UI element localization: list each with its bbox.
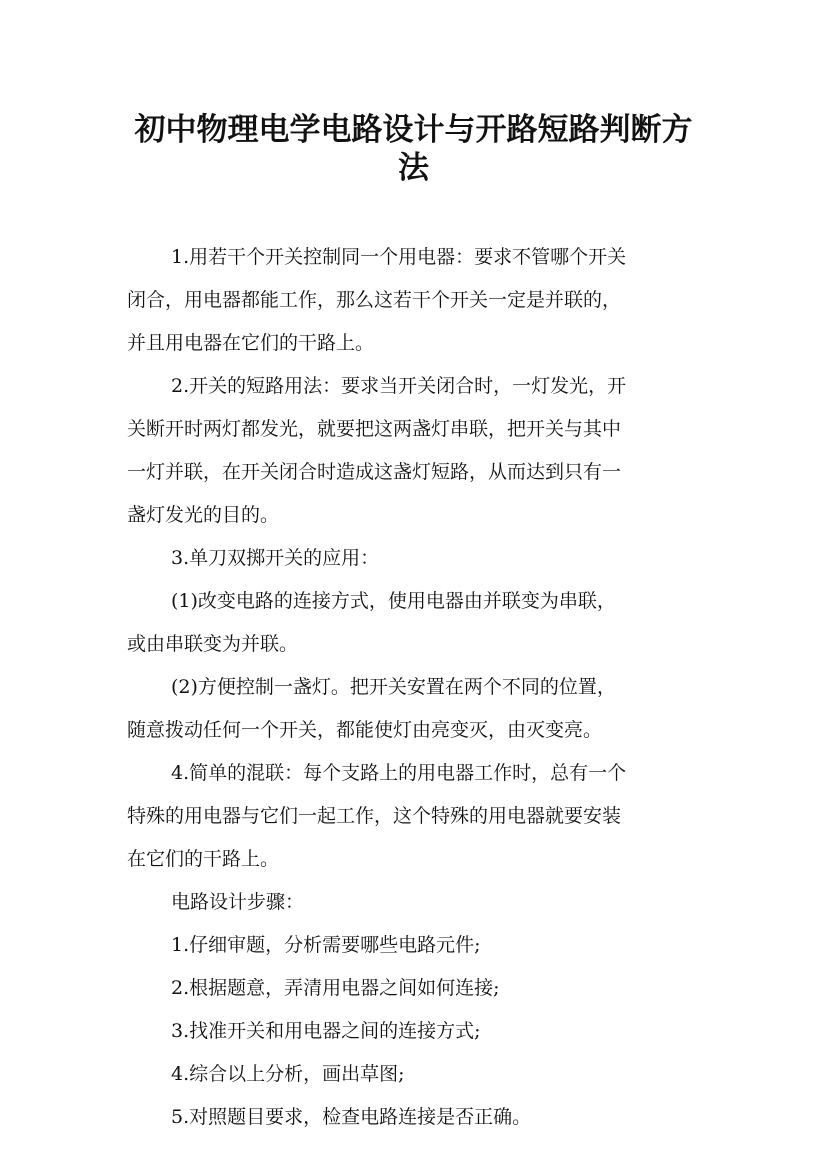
body-line: 随意拨动任何一个开关，都能使灯由亮变灭，由灭变亮。 [127,719,603,741]
body-line: 4.简单的混联：每个支路上的用电器工作时，总有一个 [171,762,627,784]
body-line: 2.根据题意，弄清用电器之间如何连接; [171,977,500,999]
body-line: (2)方便控制一盏灯。把开关安置在两个不同的位置， [171,676,616,698]
document-title-line-2: 法 [398,150,429,186]
body-line: 特殊的用电器与它们一起工作，这个特殊的用电器就要安装 [127,805,622,827]
body-line: 盏灯发光的目的。 [127,504,280,526]
body-line: (1)改变电路的连接方式，使用电器由并联变为串联， [171,590,616,612]
body-line: 并且用电器在它们的干路上。 [127,332,375,354]
body-line: 电路设计步骤： [171,891,305,913]
body-line: 4.综合以上分析，画出草图; [171,1063,405,1085]
body-line: 关断开时两灯都发光，就要把这两盏灯串联，把开关与其中 [127,418,622,440]
body-line: 在它们的干路上。 [127,848,280,870]
body-line: 或由串联变为并联。 [127,633,299,655]
body-line: 2.开关的短路用法：要求当开关闭合时，一灯发光，开 [171,375,627,397]
body-line: 5.对照题目要求，检查电路连接是否正确。 [171,1106,532,1128]
body-line: 一灯并联，在开关闭合时造成这盏灯短路，从而达到只有一 [127,461,622,483]
body-line: 3.单刀双掷开关的应用： [171,547,380,569]
body-line: 3.找准开关和用电器之间的连接方式; [171,1020,481,1042]
body-line: 1.用若干个开关控制同一个用电器：要求不管哪个开关 [171,246,627,268]
body-line: 闭合，用电器都能工作，那么这若干个开关一定是并联的， [127,289,622,311]
body-line: 1.仔细审题，分析需要哪些电路元件; [171,934,481,956]
document-title-line-1: 初中物理电学电路设计与开路短路判断方 [134,112,693,148]
document-body [127,236,707,1139]
